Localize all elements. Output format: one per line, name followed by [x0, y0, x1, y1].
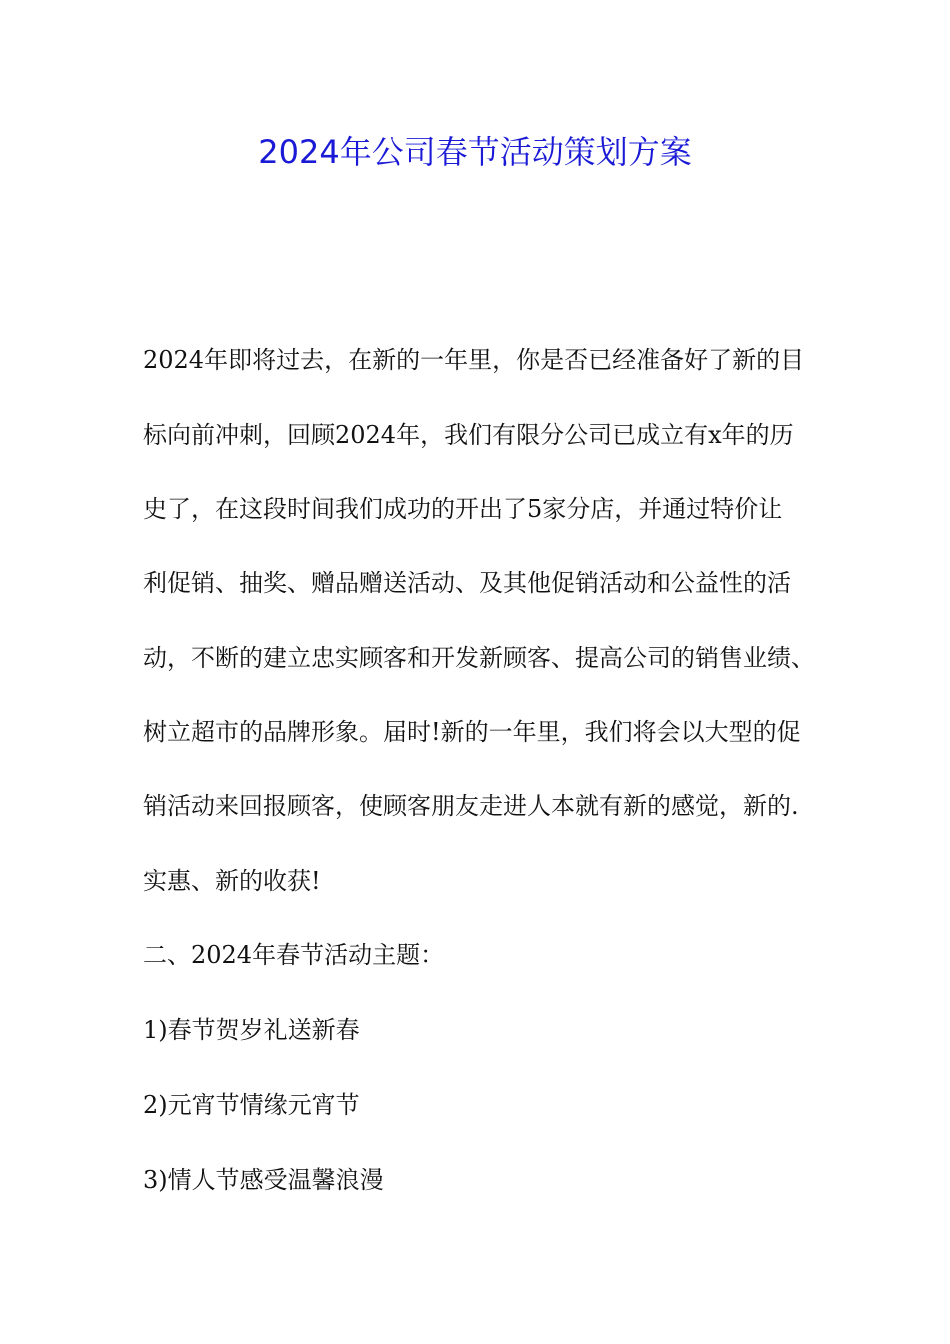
theme-item: 1)春节贺岁礼送新春	[143, 1016, 360, 1044]
intro-line: 2024年即将过去，在新的一年里，你是否已经准备好了新的目	[143, 346, 805, 374]
intro-line: 实惠、新的收获!	[143, 867, 321, 895]
intro-line: 史了，在这段时间我们成功的开出了5家分店，并通过特价让	[143, 495, 783, 523]
intro-line: 利促销、抽奖、赠品赠送活动、及其他促销活动和公益性的活	[143, 569, 791, 597]
intro-line: 树立超市的品牌形象。届时!新的一年里，我们将会以大型的促	[143, 718, 801, 746]
intro-line: 销活动来回报顾客，使顾客朋友走进人本就有新的感觉，新的.	[143, 792, 799, 820]
intro-line: 动，不断的建立忠实顾客和开发新顾客、提高公司的销售业绩、	[143, 644, 815, 672]
theme-item: 3)情人节感受温馨浪漫	[143, 1166, 384, 1194]
intro-line: 标向前冲刺，回顾2024年，我们有限分公司已成立有x年的历	[143, 421, 794, 449]
theme-item: 2)元宵节情缘元宵节	[143, 1091, 360, 1119]
document-title: 2024年公司春节活动策划方案	[258, 133, 692, 171]
section-heading: 二、2024年春节活动主题：	[143, 941, 445, 969]
